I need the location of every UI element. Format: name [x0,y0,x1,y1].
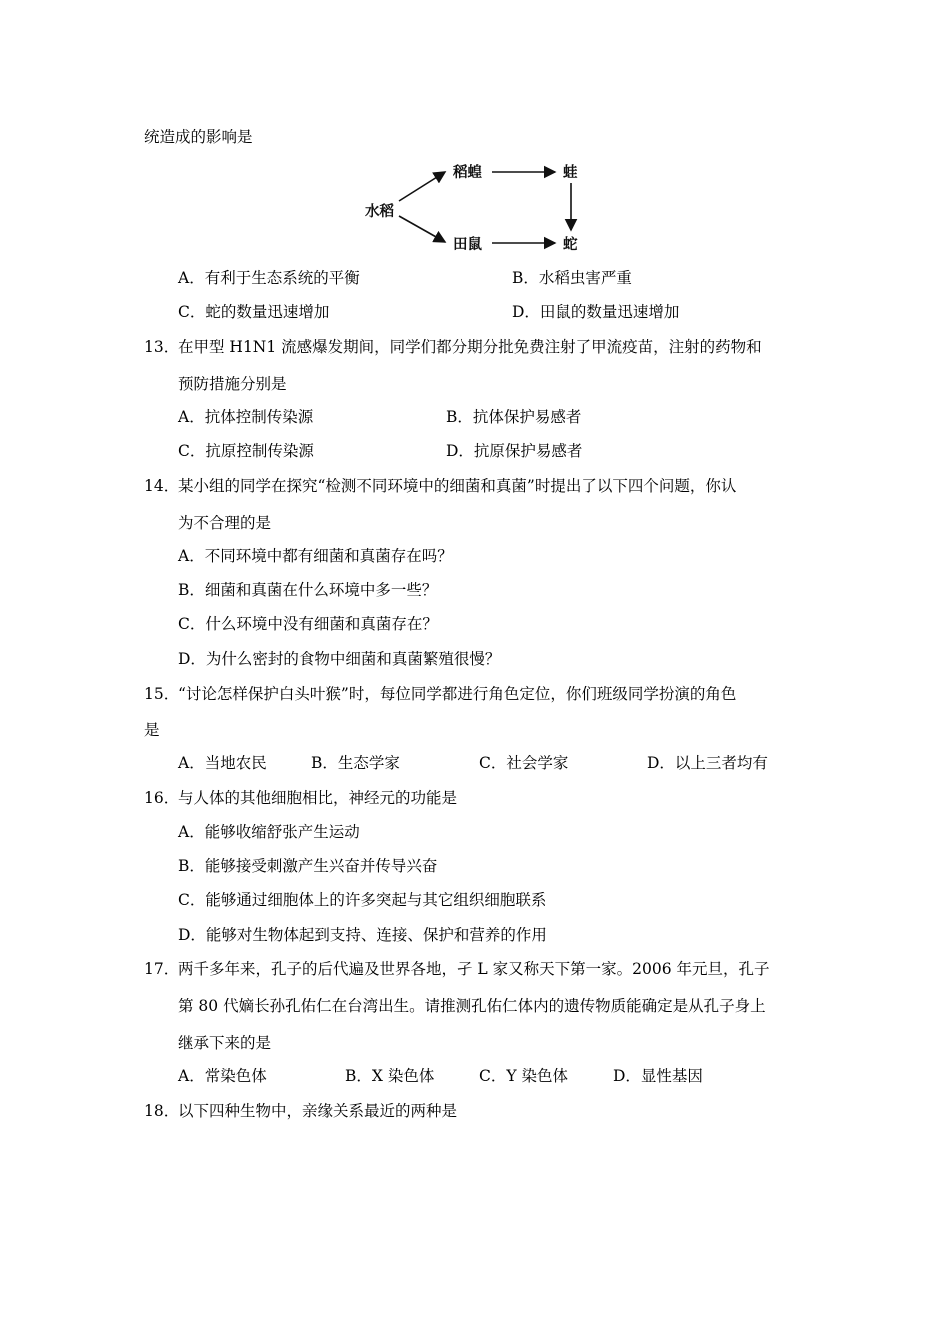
q18-number: 18． [144,1102,180,1120]
q14-number: 14． [144,477,180,495]
arrow-rice-locust [399,172,445,201]
food-web-diagram [355,158,595,256]
q12-option-b: B．水稻虫害严重 [512,269,632,287]
q15-option-a: A．当地农民 [178,754,267,772]
q12-option-d: D．田鼠的数量迅速增加 [512,303,680,321]
q17-option-c: C．Y 染色体 [479,1067,569,1085]
q14-stem-line2: 为不合理的是 [178,514,272,532]
q17-stem-line2: 第 80 代嫡长孙孔佑仁在台湾出生。请推测孔佑仁体内的遗传物质能确定是从孔子身上 [178,997,766,1015]
q18-stem: 以下四种生物中，亲缘关系最近的两种是 [178,1102,458,1120]
q16-option-b: B．能够接受刺激产生兴奋并传导兴奋 [178,857,438,875]
q16-option-c: C．能够通过细胞体上的许多突起与其它组织细胞联系 [178,891,547,909]
q13-option-a: A．抗体控制传染源 [178,408,314,426]
q14-option-d: D．为什么密封的食物中细菌和真菌繁殖很慢？ [178,650,501,668]
q13-option-c: C．抗原控制传染源 [178,442,314,460]
node-frog: 蛙 [563,165,578,181]
q15-option-b: B．生态学家 [311,754,400,772]
q16-stem: 与人体的其他细胞相比，神经元的功能是 [178,789,458,807]
q16-number: 16． [144,789,180,807]
q14-option-b: B．细菌和真菌在什么环境中多一些？ [178,581,438,599]
q15-number: 15． [144,685,180,703]
q15-stem-line1: “讨论怎样保护白头叶猴”时，每位同学都进行角色定位，你们班级同学扮演的角色 [178,685,737,703]
q15-option-c: C．社会学家 [479,754,569,772]
node-field-mouse: 田鼠 [453,237,482,253]
q13-stem-line2: 预防措施分别是 [178,375,287,393]
q13-option-b: B．抗体保护易感者 [446,408,582,426]
q16-option-d: D．能够对生物体起到支持、连接、保护和营养的作用 [178,926,547,944]
q15-option-d: D．以上三者均有 [647,754,768,772]
node-rice: 水稻 [365,204,394,220]
node-locust: 稻蝗 [453,165,482,181]
q16-option-a: A．能够收缩舒张产生运动 [178,823,360,841]
q12-option-a: A．有利于生态系统的平衡 [178,269,360,287]
q17-option-a: A．常染色体 [178,1067,267,1085]
node-snake: 蛇 [563,237,578,253]
q13-stem-line1: 在甲型 H1N1 流感爆发期间，同学们都分期分批免费注射了甲流疫苗，注射的药物和 [178,338,762,356]
q14-option-c: C．什么环境中没有细菌和真菌存在？ [178,615,438,633]
q17-option-b: B．X 染色体 [345,1067,435,1085]
q14-option-a: A．不同环境中都有细菌和真菌存在吗？ [178,547,453,565]
q12-option-c: C．蛇的数量迅速增加 [178,303,330,321]
q12-stem-tail: 统造成的影响是 [144,128,253,146]
q17-option-d: D．显性基因 [613,1067,703,1085]
arrow-rice-mouse [399,216,445,242]
q13-option-d: D．抗原保护易感者 [446,442,583,460]
q17-stem-line1: 两千多年来，孔子的后代遍及世界各地，孑 L 家又称天下第一家。2006 年元旦，孔子 [178,960,770,978]
q14-stem-line1: 某小组的同学在探究“检测不同环境中的细菌和真菌”时提出了以下四个问题，你认 [178,477,737,495]
q17-stem-line3: 继承下来的是 [178,1034,272,1052]
q13-number: 13． [144,338,180,356]
q15-stem-line2: 是 [144,721,160,739]
q17-number: 17． [144,960,180,978]
